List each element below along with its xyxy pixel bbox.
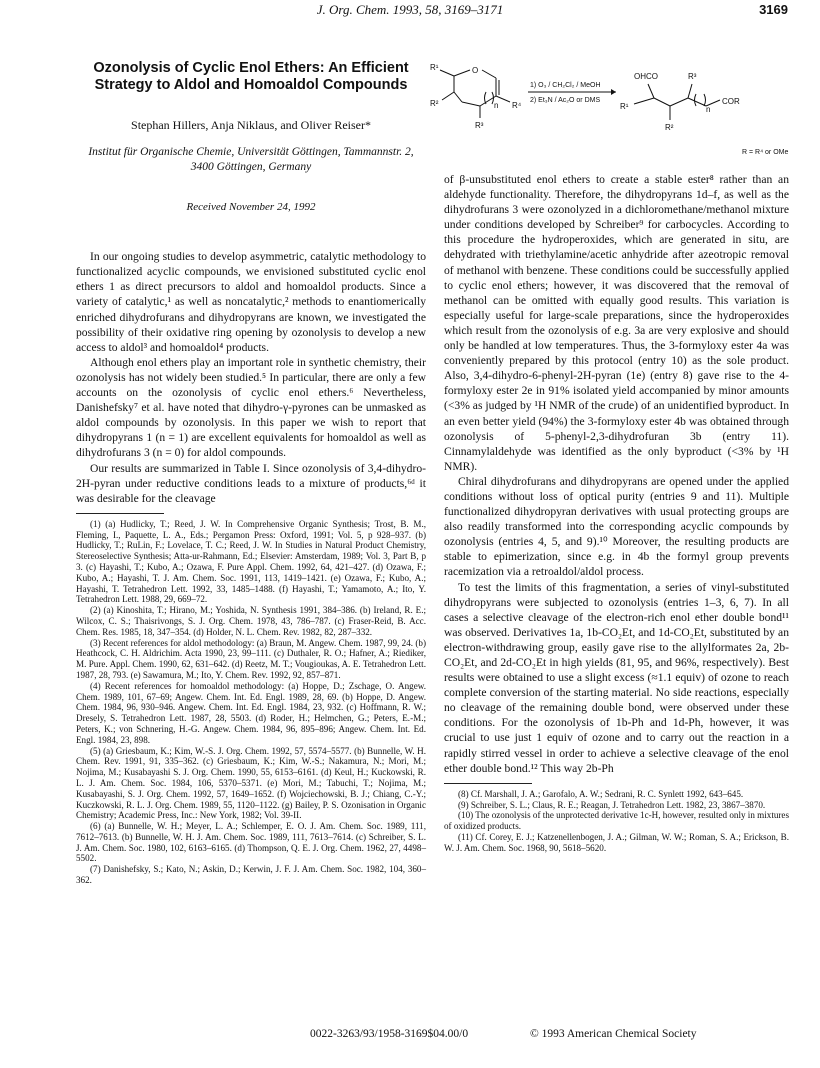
reagent-step-2: 2) Et₃N / Ac₂O or DMS [530, 97, 601, 104]
r1-label: R¹ [430, 63, 439, 72]
footnote: (7) Danishefsky, S.; Kato, N.; Askin, D.; Kerwin, J. F. J. Am. Chem. Soc. 1982, 104, 360–362. [76, 864, 426, 886]
footnote: (2) (a) Kinoshita, T.; Hirano, M.; Yoshida, N. Synthesis 1991, 384–386. (b) Ireland, R. E.; Wilcox, C. S.; Thaisrivongs, S. J. Org. Chem. 1978, 43, 786–787. (c) Fraser-Reid, B. Acc. Chem. Res. 1985, 18, 347–354. (d) Holder, N. L. Chem. Rev. 1982, 82, 287–332. [76, 605, 426, 637]
enol-ether-ring [440, 70, 510, 118]
scheme-legend: R = R⁴ or OMe [742, 149, 789, 156]
body-paragraph: Our results are summarized in Table I. Since ozonolysis of 3,4-dihydro-2H-pyran under reductive conditions leads to a mixture of products,⁶ᵈ it was desirable for the cleavage [76, 461, 426, 505]
body-paragraph: To test the limits of this fragmentation, a series of vinyl-substituted dihydropyrans were subjected to ozonolysis (entries 1–3, 6, 7). In all cases a selective cleavage of the electron-rich enol ether double bond¹¹ was observed. Derivatives 1a, 1b-CO₂Et, and 1d-CO₂Et, substituted by an electron-withdrawing group, easily gave rise to the allylformates 2a, 2b-CO₂Et, and 2d-CO₂Et in high yields (81, 95, and 96%, respectively). Best results were obtained to use a slight excess (≈1.1 equiv) of ozone to reach complete conversion of the starting material. No side reactions, especially no cleavage of the remaining double bond, were observed under these conditions. For the ozonolysis of 1b-Ph and 1d-Ph, however, it was crucial to use just 1 equiv of ozone and to carry out the reaction in a rapidly stirred vessel in order to achieve a selective cleavage of the enol ether double bond.¹² This way 2b-Ph [444, 580, 789, 775]
product-n-label: n [706, 105, 711, 114]
page-footer [0, 1028, 820, 1048]
footnote: (10) The ozonolysis of the unprotected derivative 1c-H, however, resulted only in mixtures of oxidized products. [444, 810, 789, 832]
product-r1-label: R¹ [620, 102, 629, 111]
body-paragraph: of β-unsubstituted enol ethers to create a stable ester⁸ rather than an aldehyde functionality. Therefore, the dihydropyrans 1d–f, as well as the dihydrofurans 3 were ozonolyzed in a dichloromethane/methanol mixture under conditions developed by Schreiber⁹ for carbocycles. According to this procedure the hydroperoxides, which are generated in situ, are dehydrated with triethylamine/acetic anhydride after azeotropic removal of methanol with benzene. These conditions could be successfully applied to cyclic enol ethers; however, it was discovered that the removal of methanol can be omitted with equally good results. This variation is especially useful for large-scale preparations, since the hydroperoxides which result from the ozonolysis of e.g. 3a are very explosive and should only be handled at low temperatures. Thus, the 3-formyloxy ester 4a was conveniently prepared by this protocol (entry 10) as the sole product. Also, 3,4-dihydro-6-phenyl-2H-pyran (1e) (entry 8) gave rise to the 4-formyloxy ester 2e in 91% isolated yield accompanied by minor amounts (<3% as judged by ¹H NMR of the crude) of an unidentified byproduct. In an even better yield (94%) the 3-formyloxy ester 4b was obtained through ozonolysis of 5-phenyl-2,3-dihydrofuran 3b (entry 11). Cinnamylaldehyde was identified as the only byproduct (<3% by ¹H NMR). [444, 173, 789, 473]
body-paragraph: Although enol ethers play an important role in synthetic chemistry, their ozonolysis has not widely been studied.⁵ In particular, there are only a few accounts on the ozonolysis of cyclic enol ethers.⁶ Nevertheless, Danishefsky⁷ et al. have noted that dihydro-γ-pyrones can be unmasked as aldol compounds by ozonolysis. In this paper we wish to report that dihydropyrans 1 (n = 1) are excellent equivalents for homoaldol as well as dihydrofurans 3 (n = 0) for aldol compounds. [76, 355, 426, 460]
article-affiliation: Institut für Organische Chemie, Universität Göttingen, Tammannstr. 2, 3400 Göttingen, Germany [88, 146, 414, 173]
footnote-rule [444, 783, 532, 784]
footnote-rule [76, 513, 164, 514]
footnote: (8) Cf. Marshall, J. A.; Garofalo, A. W.; Sedrani, R. C. Synlett 1992, 643–645. [458, 788, 744, 799]
article-title: Ozonolysis of Cyclic Enol Ethers: An Efficient Strategy to Aldol and Homoaldol Compounds [93, 60, 409, 93]
running-header [0, 2, 820, 22]
article-code: 0022-3263/93/1958-3169$04.00/0 [310, 1028, 469, 1040]
footnote: (11) Cf. Corey, E. J.; Katzenellenbogen, J. A.; Gilman, W. W.; Roman, S. A.; Erickson, B. W. J. Am. Chem. Soc. 1968, 90, 5618–5620. [444, 831, 789, 853]
r2-label: R² [430, 99, 439, 108]
reagent-step-1: 1) O₃ / CH₂Cl₂ / MeOH [530, 82, 601, 89]
footnote: (1) (a) Hudlicky, T.; Reed, J. W. In Comprehensive Organic Synthesis; Trost, B. M., Fleming, I., Paquette, L. A., Eds.; Pergamon Press: Oxford, 1991; Vol. 5, p 928–937. (b) Hudlicky, T.; RuLin, F.; Lovelace, T. C.; Reed, J. W. In Studies in Natural Product Chemistry, Stereoselective Synthesis; Atta-ur-Rahmann, Ed.; Elsevier: Amsterdam, 1989; Vol. 3, Part B, p 3. (c) Hayashi, T.; Kubo, A.; Ozawa, F. Pure Appl. Chem. 1992, 64, 421–427. (d) Ozawa, F.; Kubo, A.; Hayashi, T. J. Am. Chem. Soc. 1991, 113, 1419–1421. (e) Ozawa, F.; Kubo, A.; Hayashi, T. Tetrahedron Lett. 1992, 33, 1485–1488. (f) Hayashi, T.; Yamamoto, A.; Ito, Y. Tetrahedron Lett. 1988, 29, 669–72. [76, 518, 426, 605]
arrow-head [611, 89, 616, 95]
footnote: (5) (a) Griesbaum, K.; Kim, W.-S. J. Org. Chem. 1992, 57, 5574–5577. (b) Bunnelle, W. H. Chem. Rev. 1991, 91, 335–362. (c) Griesbaum, K.; Kim, W.-S.; Nakamura, N.; Mori, M.; Nojima, M.; Kusabayashi S. J. Org. Chem. 1990, 55, 6153–6161. (d) Keul, H.; Kuckowski, R. L. J. Am. Chem. Soc. 1984, 106, 5370–5371. (e) Mori, M.; Tabuchi, T.; Nojima, M.; Kusabayashi, S. J. Org. Chem. 1992, 57, 1649–1652. (f) Wojciechowski, B. J.; Chiang, C.-Y.; Kuczkowski, R. L. J. Org. Chem. 1989, 55, 1120–1122. (g) Bailey, P. S. Ozonisation in Organic Chemistry; Academic Press, Inc.: New York, 1982; Vol. 39-II. [76, 745, 426, 821]
journal-citation: J. Org. Chem. 1993, 58, 3169–3171 [316, 2, 504, 17]
footnote: (4) Recent references for homoaldol methodology: (a) Hoppe, D.; Zschage, O. Angew. Chem. 1989, 101, 67–69; Angew. Chem. Int. Ed. Engl. 1989, 28, 69. (b) Hoppe, D. Angew. Chem. 1984, 96, 930–946. Angew. Chem. Int. Ed. Engl. 1984, 23, 932. (c) Hoffmann, R. W.; Dresely, S. Tetrahedron Lett. 1987, 28, 5503. (d) Roder, H.; Helmchen, G.; Peters, E.-M.; Peters, K.; von Schnering, H.-G. Angew. Chem. 1984, 96, 895–896; Angew. Chem. Int. Ed. Engl. 1984, 23, 898. [76, 680, 426, 745]
product-r2-label: R² [665, 123, 674, 132]
product-r3-label: R³ [688, 72, 697, 81]
footnote: (9) Schreiber, S. L.; Claus, R. E.; Reagan, J. Tetrahedron Lett. 1982, 23, 3867–3870. [458, 799, 766, 810]
page-number: 3169 [759, 2, 788, 17]
reaction-scheme [430, 62, 795, 160]
product-chain [634, 84, 720, 120]
body-paragraph: In our ongoing studies to develop asymmetric, catalytic methodology to functionalized acyclic compounds, we envisioned substituted cyclic enol ethers 1 as direct precursors to aldol and homoaldol products. Since a variety of catalytic,¹ as well as noncatalytic,² methods to enantiomerically enriched dihydrofurans and dihydropyrans are known, we investigated the possibility of their oxidative ring opening by ozonolysis to develop a new access to aldol³ and homoaldol⁴ products. [76, 250, 426, 354]
left-column [76, 60, 426, 886]
footnote: (6) (a) Bunnelle, W. H.; Meyer, L. A.; Schlemper, E. O. J. Am. Chem. Soc. 1989, 111, 7612–7613. (b) Bunnelle, W. H. J. Am. Chem. Soc. 1989, 111, 7613–7614. (c) Schreiber, S. L. J. Am. Chem. Soc. 1980, 102, 6163–6165. (d) Thompson, Q. E. J. Org. Chem. 1962, 27, 4498–5502. [76, 821, 426, 864]
received-date: Received November 24, 1992 [186, 201, 316, 214]
ring-size-label: n [494, 101, 499, 110]
copyright-notice: © 1993 American Chemical Society [530, 1028, 697, 1040]
product-cor-label: COR [722, 97, 740, 106]
article-authors: Stephan Hillers, Anja Niklaus, and Oliver Reiser* [131, 118, 371, 132]
r3-label: R³ [475, 121, 484, 130]
formyloxy-label: OHCO [634, 72, 658, 81]
body-paragraph: Chiral dihydrofurans and dihydropyrans are opened under the applied conditions without loss of optical purity (entries 9 and 11). Multiple functionalized dihydropyran derivatives with usual protecting groups are also readily transformed into the corresponding acyclic compounds by ozonolysis (entries 4, 5, and 9).¹⁰ Moreover, the resulting products are stable to epimerization, since e.g. in 4b the formyl group prevents racemization via a retroaldol/aldol process. [444, 474, 789, 579]
oxygen-label: O [472, 66, 479, 75]
right-column [444, 172, 789, 854]
footnote: (3) Recent references for aldol methodology: (a) Braun, M. Angew. Chem. 1987, 99, 24. (b) Heathcock, C. H. Aldrichim. Acta 1990, 23, 99–111. (c) Duthaler, R. O.; Hafner, A.; Riediker, M. Pure. Appl. Chem. 1990, 62, 631–642. (d) Reetz, M. T.; Vougioukas, A. E. Tetrahedron Lett. 1987, 28, 793. (e) Sawamura, M.; Ito, Y. Chem. Rev. 1992, 92, 857–871. [76, 637, 426, 680]
r4-label: R⁴ [512, 101, 522, 110]
